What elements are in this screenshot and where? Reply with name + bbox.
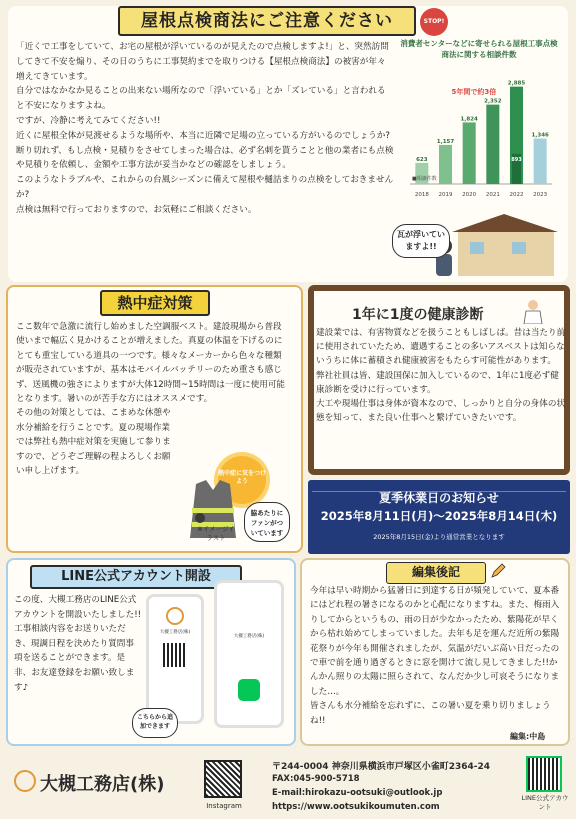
website-link[interactable]: https://www.ootsukikoumuten.com — [272, 802, 440, 812]
consultation-chart — [400, 38, 558, 210]
x-tick-label: 2022 — [509, 192, 524, 198]
sun-icon: 熱中症に気をつけよう — [218, 456, 266, 504]
paragraph: 大工や現場仕事は身体が資本なので、しっかりと自分の身体の状態を知って、また良い仕事へと繋げていきたいです。 — [316, 399, 566, 424]
chart-bar — [439, 145, 452, 184]
notice-note: 2025年8月15日(金)より通常営業となります — [373, 533, 505, 541]
vest-speech-bubble: 脇あたりにファンがついています — [244, 502, 290, 542]
chart-title: 消費者センターなどに寄せられる屋根工事点検商法に関する相談件数 — [400, 39, 558, 59]
line-qr-icon[interactable] — [526, 756, 562, 792]
speech-bubble: 瓦が浮いていますよ!! — [392, 224, 450, 258]
bar-value-label: 1,346 — [531, 132, 549, 139]
paragraph: 近くに屋根全体が見渡せるような場所や、本当に近隣で足場の立っている方がいるのでしょうか? — [16, 130, 390, 141]
fax-text: FAX:045-900-5718 — [272, 774, 360, 784]
heatstroke-body — [16, 320, 286, 478]
company-logo-icon — [166, 607, 184, 625]
sub-bar-value-label: 893 — [511, 156, 522, 163]
chart-bar — [486, 105, 499, 184]
editor-note-body — [310, 584, 565, 728]
roof-scam-title: 屋根点検商法にご注意ください — [118, 6, 416, 36]
chart-bar — [463, 122, 476, 184]
company-logo-icon — [14, 770, 36, 792]
phone-account-name-2: 大槻工務店(株) — [233, 634, 265, 639]
paragraph: ですが、冷静に考えてみてください!! — [16, 115, 161, 126]
notice-title: 夏季休業日のお知らせ — [379, 491, 499, 505]
bar-value-label: 623 — [416, 156, 428, 163]
line-account-label: LINE公式アカウント — [521, 794, 569, 811]
chart-callout: 5年間で約3倍 — [451, 88, 497, 96]
phone-account-name: 大槻工務店(株) — [159, 630, 191, 635]
address-text: 〒244-0004 神奈川県横浜市戸塚区小雀町2364-24 — [272, 762, 491, 772]
legend-note: ■相談件数 — [412, 176, 437, 182]
x-tick-label: 2023 — [533, 192, 548, 198]
paragraph: 建設業では、有害物質などを扱うこともしばしば。昔は当たり前に使用されていたため、遺遇することの多いアスベストは知らないうちに体に蓄積され健康被害をもたらす可能性があります。 — [316, 328, 566, 367]
chart-bar — [534, 139, 547, 184]
bar-value-label: 1,157 — [436, 138, 455, 145]
paragraph: 工事相談内容をお送りいただき、現調日程を決めたり質問事項を送ることができます。是非、お友達登録をお願い致します♪ — [14, 624, 135, 693]
doctor-icon — [520, 298, 546, 324]
paragraph: 今年は早い時期から猛暑日に到達する日が頻発していて、夏本番にはどれ程の暑さになるのかと心配になりますね。また、梅雨入りしてからというもの、雨の日が少なかったため、紫陽花が早くから枯れ始めてしまっていました。去年も足を運んだ近所の紫陽花祭りが今年も開催されましたが、気温がだいぶ高い日だったので車で前を通り過ぎるときに窓を開けて流し見してきました!!かんかん照りの太陽に照らされて、なんだか少し可哀そうになりました…。 — [310, 586, 560, 697]
chart-plot — [400, 62, 558, 202]
paragraph: 「近くで工事をしていて、お宅の屋根が浮いているのが見えたので点検しますよ!」と、突然訪問してきて不安を煽り、その日のうちに工事契約までを取りつける【屋根点検商法】の被害が年々増えてきています。 — [16, 42, 389, 82]
image-caption: ※イメージイラスト — [197, 525, 235, 542]
line-add-friend-icon — [238, 679, 260, 701]
paragraph: このようなトラブルや、これからの台風シーズンに備えて屋根や樋詰まりの点検をしておきませんか? — [16, 175, 394, 200]
editor-note-title: 編集後記 — [386, 562, 486, 584]
paragraph: 点検は無料で行っておりますので、お気軽にご相談ください。 — [16, 204, 257, 215]
line-account-body — [14, 593, 142, 695]
bunting-decoration — [312, 482, 566, 488]
pencil-glyph-icon — [490, 563, 506, 579]
notice-dates: 2025年8月11日(月)～2025年8月14日(木) — [320, 509, 558, 523]
bar-value-label: 1,824 — [460, 116, 478, 123]
paragraph: 弊社社員は皆、建設国保に加入しているので、1年に1度必ず健康診断を受けに行っています。 — [316, 370, 559, 395]
instagram-qr-icon[interactable] — [204, 760, 242, 798]
bar-value-label: 2,352 — [484, 98, 502, 105]
pencil-icon — [490, 563, 506, 579]
x-tick-label: 2021 — [485, 192, 500, 198]
qr-code-icon — [163, 643, 187, 667]
paragraph: 皆さんも水分補給を忘れずに、この暑い夏を乗り切りましょうね!! — [310, 701, 551, 726]
roof-scam-body — [16, 40, 394, 218]
doctor-illustration-icon — [520, 298, 546, 324]
line-speech-bubble: こちらから追加できます — [132, 708, 178, 738]
x-tick-label: 2020 — [462, 192, 477, 198]
email-link[interactable]: E-mail:hirokazu-ootsuki@outlook.jp — [272, 788, 443, 798]
health-check-title: 1年に1度の健康診断 — [352, 307, 484, 323]
company-name: 大槻工務店(株) — [40, 774, 165, 795]
instagram-label: Instagram — [206, 802, 242, 810]
health-check-body — [316, 326, 566, 425]
phone-mockup-2 — [214, 580, 284, 728]
stop-sign-icon: STOP! — [420, 8, 448, 36]
paragraph: 断り切れず、もし点検・見積りをさせてしまった場合は、必ず名刺を貰うことと他の業者にも点検や見積りを依頼し、金額や工事方法が妥当かなどの確認をしましょう。 — [16, 145, 394, 171]
editor-signature: 編集:中島 — [510, 732, 546, 741]
line-account-title: LINE公式アカウント開設 — [30, 565, 242, 589]
paragraph: その他の対策としては、こまめな休憩や水分補給を行うことです。夏の現場作業では弊社も熱中症対策を実施して参りますので、どうぞご理解の程よろしくお願い申し上げます。 — [16, 408, 171, 477]
heatstroke-title: 熱中症対策 — [100, 290, 210, 316]
paragraph: 自分ではなかなか見ることの出来ない場所なので「浮いている」とか「ズレている」と言われると不安になりますよね。 — [16, 86, 386, 112]
paragraph: ここ数年で急激に流行し始めました空調服ベスト。建設現場から普段使いまで幅広く見かけることが増えました。真夏の体温を下げるのにとても重宝している道具の一つです。様々なメーカーから色々な種類が販売されていますが、基本はモバイルバッテリーのため重さも感じず、送風機の強さによりますが大体12時間~15時間は一度に使用可能となります。暑いのが苦手な方にはオススメです。 — [16, 322, 286, 405]
x-tick-label: 2019 — [438, 192, 453, 198]
paragraph: この度、大槻工務店のLINE公式アカウントを開設いたしました!! — [14, 595, 142, 620]
bar-value-label: 2,885 — [507, 80, 526, 87]
x-tick-label: 2018 — [414, 192, 429, 198]
phone-mockup — [146, 594, 204, 724]
